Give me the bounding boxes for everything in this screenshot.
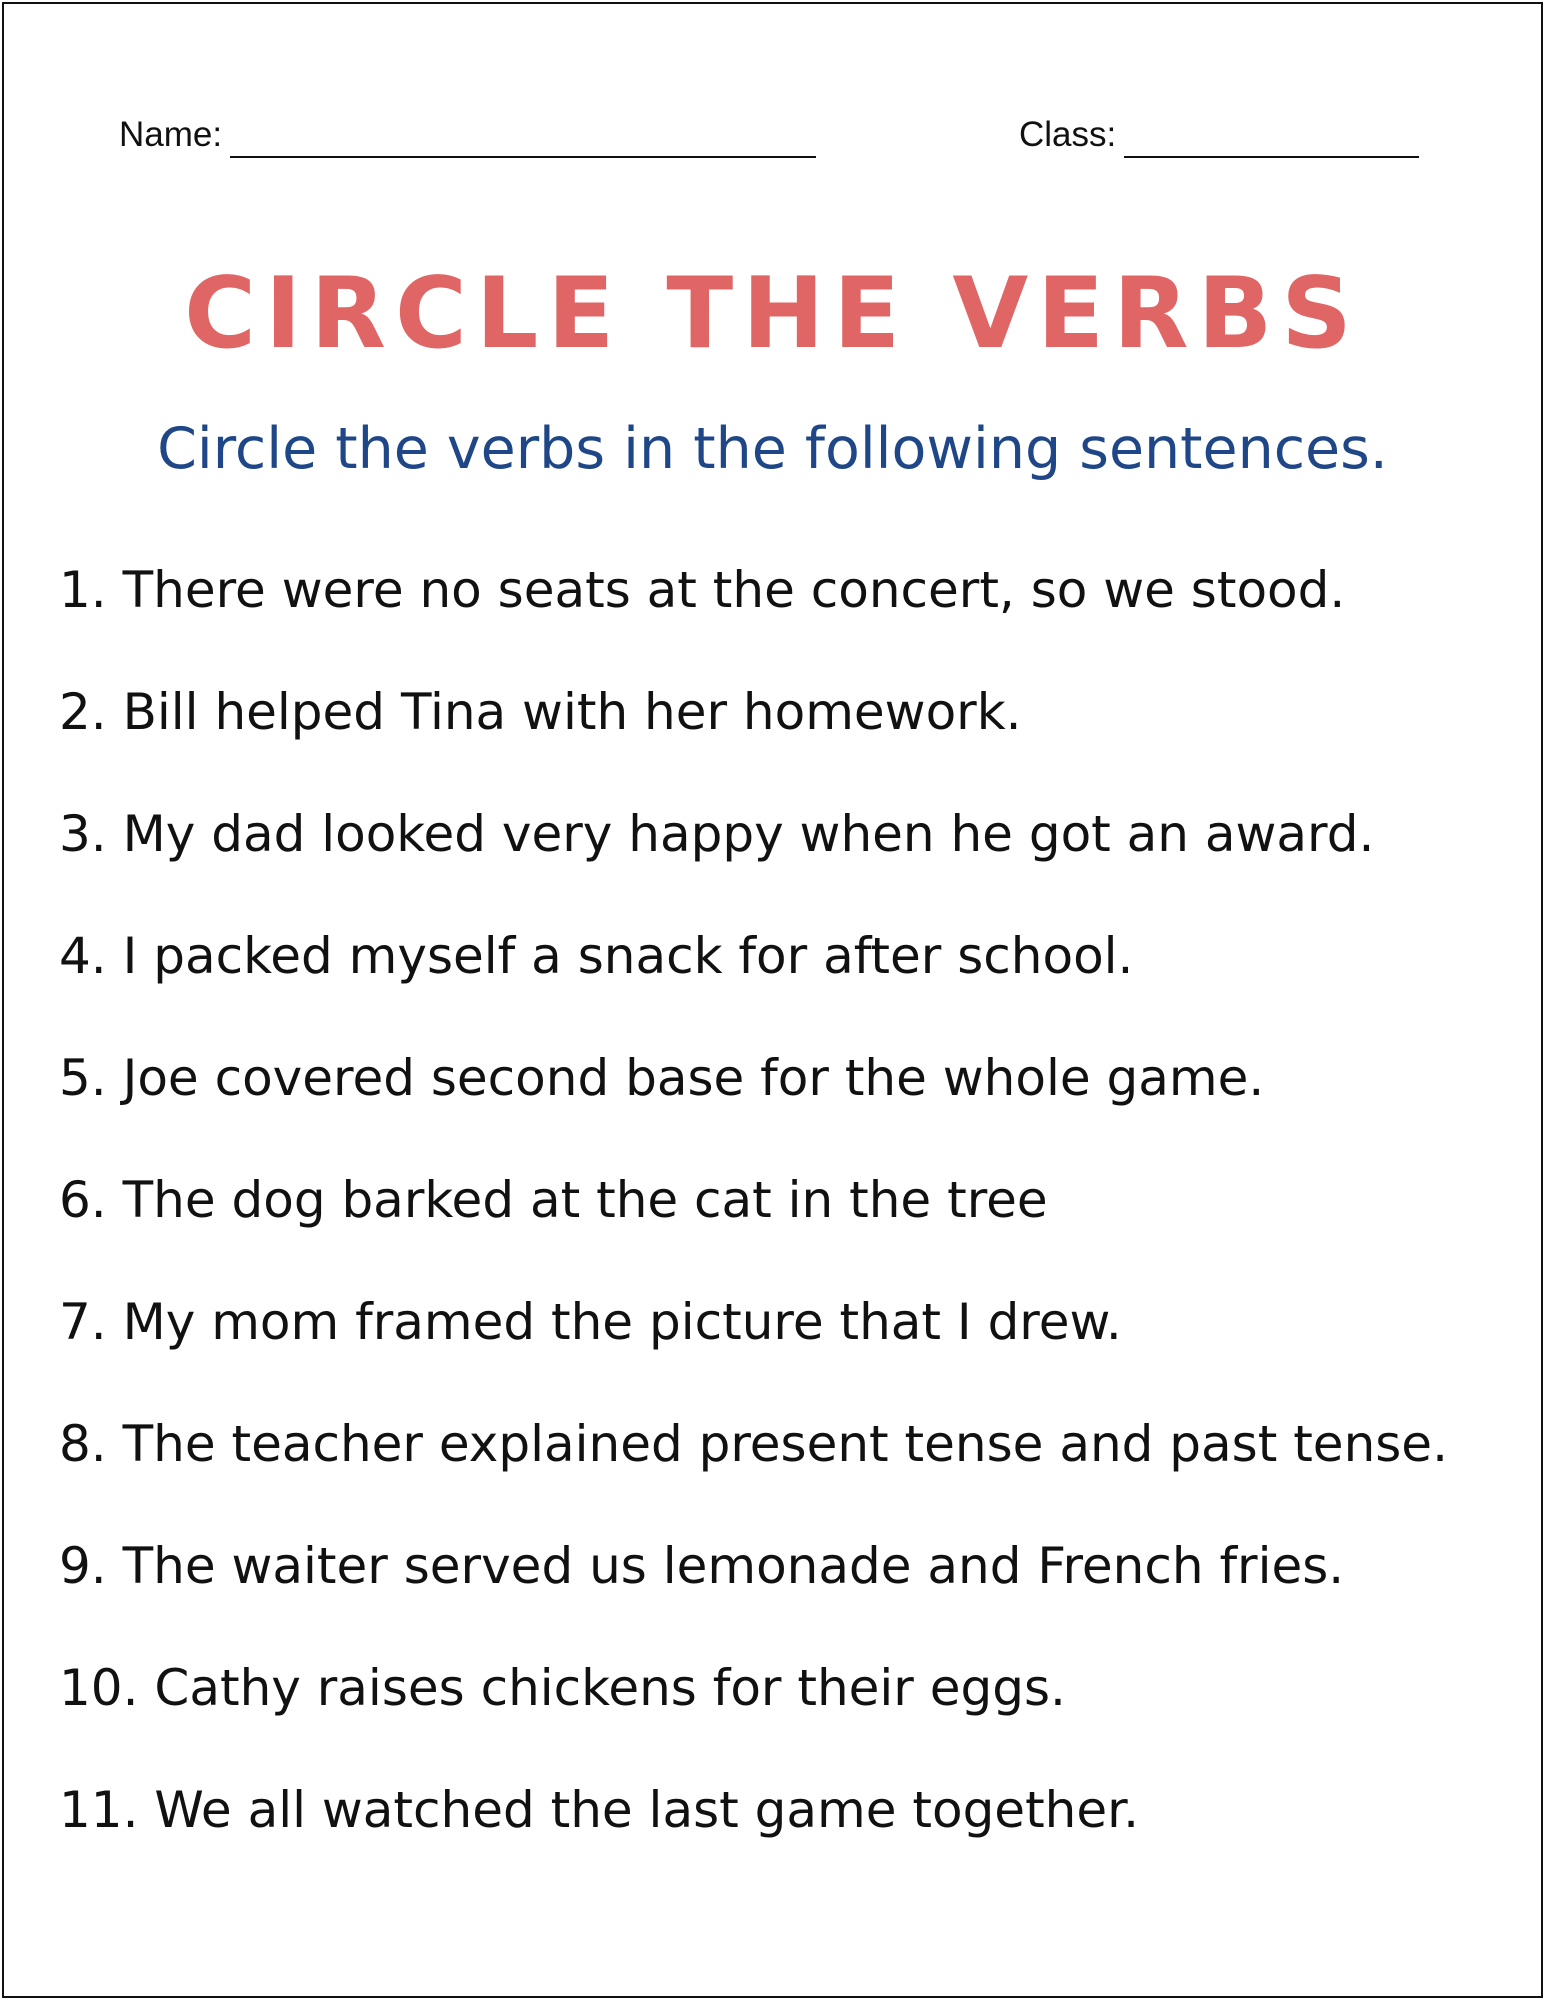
- name-label: Name:: [119, 115, 223, 154]
- name-blank-line[interactable]: [230, 112, 816, 158]
- sentence-item: 1. There were no seats at the concert, so we stood.: [59, 561, 1346, 619]
- sentence-list: [59, 552, 1521, 1894]
- sentence-item: 9. The waiter served us lemonade and French fries.: [59, 1537, 1345, 1595]
- sentence-item: 3. My dad looked very happy when he got an award.: [59, 805, 1375, 863]
- sentence-item: 7. My mom framed the picture that I drew.: [59, 1293, 1122, 1351]
- sentence-item: 4. I packed myself a snack for after school.: [59, 927, 1134, 985]
- sentence-item: 5. Joe covered second base for the whole game.: [59, 1049, 1265, 1107]
- instructions: Circle the verbs in the following sentences.: [157, 416, 1388, 482]
- header-row: [4, 112, 1541, 172]
- class-blank-line[interactable]: [1124, 112, 1419, 158]
- class-label: Class:: [1019, 115, 1117, 154]
- worksheet-title: CIRCLE THE VERBS: [184, 257, 1361, 371]
- sentence-item: 2. Bill helped Tina with her homework.: [59, 683, 1022, 741]
- sentence-item: 10. Cathy raises chickens for their eggs.: [59, 1659, 1066, 1717]
- sentence-item: 8. The teacher explained present tense and past tense.: [59, 1415, 1448, 1473]
- sentence-item: 6. The dog barked at the cat in the tree: [59, 1171, 1048, 1229]
- name-field: [119, 112, 816, 158]
- class-field: [1019, 112, 1419, 158]
- worksheet-page: [2, 2, 1543, 1998]
- sentence-item: 11. We all watched the last game together.: [59, 1781, 1139, 1839]
